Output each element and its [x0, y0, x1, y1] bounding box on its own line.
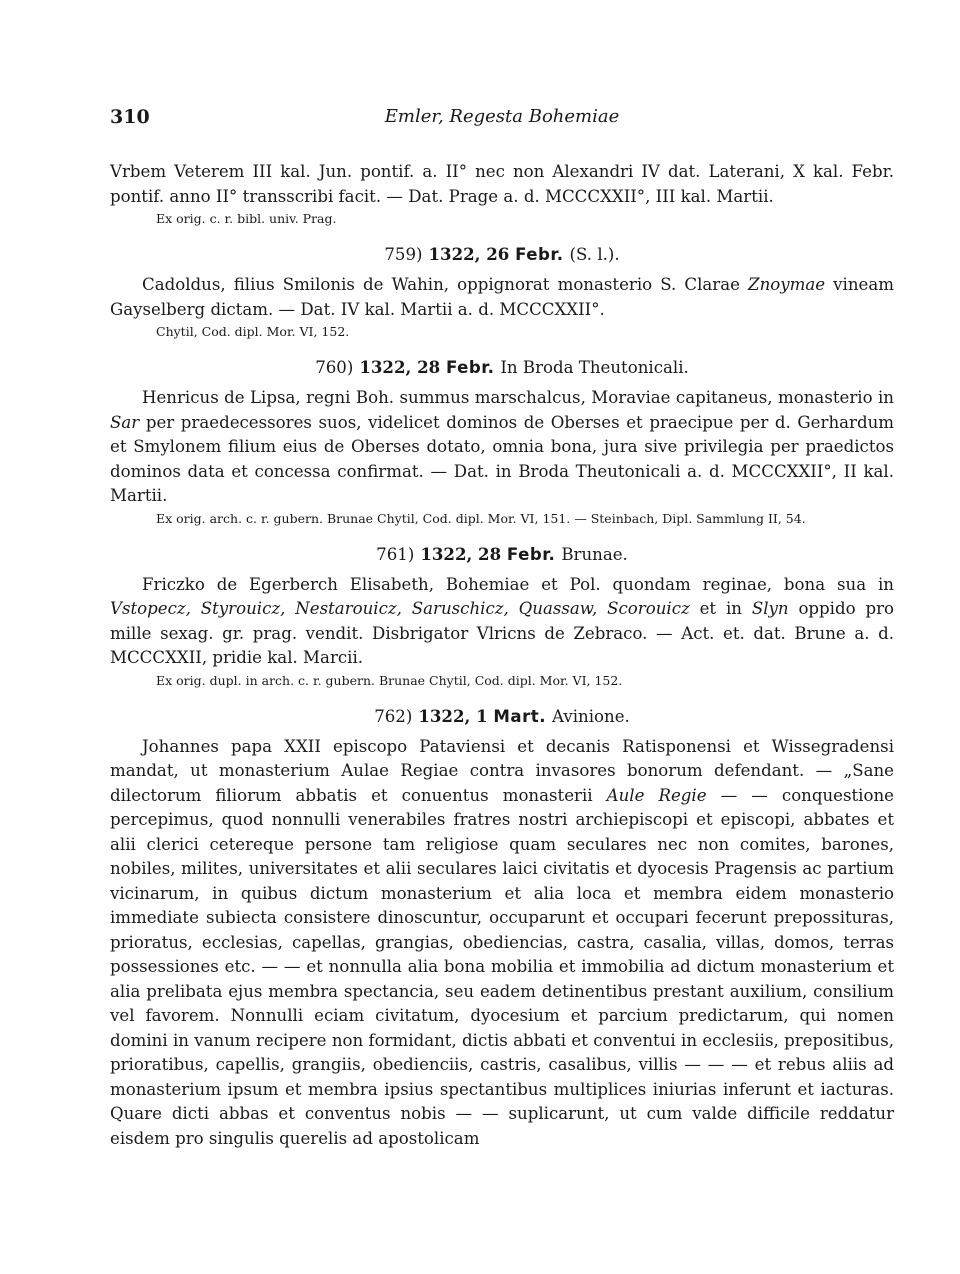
entry-place: Brunae.: [561, 544, 628, 564]
entry-source: Chytil, Cod. dipl. Mor. VI, 152.: [156, 324, 350, 339]
entry-text: [110, 273, 894, 322]
page-number: 310: [110, 106, 150, 128]
text-run: Friczko de Egerberch Elisabeth, Bohemiae et Pol. quondam reginae, bona sua in: [142, 574, 894, 594]
text-run: Cadoldus, filius Smilonis de Wahin, oppignorat monasterio S. Clarae: [142, 275, 749, 294]
entry-source: Ex orig. dupl. in arch. c. r. gubern. Brunae Chytil, Cod. dipl. Mor. VI, 152.: [156, 672, 623, 688]
document-page: [110, 106, 894, 1151]
regest-entry: [110, 704, 894, 1152]
continuation-source: Ex orig. c. r. bibl. univ. Prag.: [156, 211, 337, 226]
entry-date: 1322, 28: [420, 543, 507, 564]
entry-month: Febr.: [506, 544, 556, 564]
entry-text: [110, 573, 894, 671]
continuation-text: Vrbem Veterem III kal. Jun. pontif. a. II° nec non Alexandri IV dat. Laterani, X kal. Febr. pontif. anno II° transscribi facit. — Dat. Prage a. d. MCCCXXII°, III kal. Martii.: [110, 162, 894, 206]
entry-place: In Broda Theutonicali.: [500, 358, 689, 377]
entry-number: 761): [376, 544, 415, 564]
entry-number: 760): [315, 358, 354, 377]
entry-number: 762): [374, 706, 413, 726]
text-run: per praedecessores suos, videlicet dominos de Oberses et praecipue per d. Gerhardum et Smylonem filium eius de Oberses dotato, omnia bona, jura sive privilegia per praedictos dominos data et concessa confirmat. — Dat. in Broda Theutonicali a. d. MCCCXXII°, II kal. Martii.: [110, 412, 894, 505]
text-run: oppido pro mille sexag. gr. prag. vendit. Disbrigator Vlricns de Zebraco. — Act. et. dat. Brune a. d. MCCCXXII, pridie kal. Marcii.: [110, 599, 895, 667]
italic-phrase: Slyn: [751, 599, 789, 618]
entry-month: Febr.: [515, 245, 564, 264]
entry-place: Avinione.: [552, 706, 630, 726]
entry-date: 1322, 1: [418, 705, 494, 726]
entry-heading: [110, 242, 894, 267]
entry-date: 1322, 28: [359, 357, 446, 377]
entry-month: Febr.: [445, 358, 495, 377]
entry-source: Ex orig. arch. c. r. gubern. Brunae Chytil, Cod. dipl. Mor. VI, 151. — Steinbach, Dipl. Sammlung II, 54.: [156, 510, 806, 526]
text-run: Johannes papa XXII episcopo Pataviensi et decanis Ratisponensi et Wissegradensi mandat, ut monasterium Aulae Regiae contra invasores bonorum defendant. — „Sane dilectorum filiorum abbatis et conuentus monasterii: [110, 736, 894, 805]
italic-phrase: Sar: [110, 412, 140, 432]
italic-phrase: Vstopecz, Styrouicz, Nestarouicz, Saruschicz, Quassaw, Scorouicz: [110, 599, 690, 618]
entry-text: [110, 735, 894, 1152]
text-run: — — conquestione percepimus, quod nonnulli venerabiles fratres nostri archiepiscopi et episcopi, abbates et alii clerici cetereque persone tam religiose quam seculares nec non comites, barones, nobiles, milites, universitates et alii seculares laici civitatis et dyocesis Pragensis ac partium vicinarum, in quibus dictum monasterium et alia loca et membra eidem monasterio immediate subiecta consistere dinoscuntur, occuparunt et occupari fecerunt prepossituras, prioratus, ecclesias, capellas, grangias, obediencias, castra, casalia, villas, domos, terras possessiones etc. — — et nonnulla alia bona mobilia et immobilia ad dictum monasterium et alia prelibata ejus membra spectancia, seu eadem detinentibus prestant auxilium, consilium vel favorem. Nonnulli eciam civitatum, dyocesium et parcium predictarum, qui nomen domini in vanum recipere non formidant, dictis abbati et conventui in ecclesiis, prepositibus, prioratibus, capellis, grangiis, obedienciis, castris, casalibus, villis — — — et rebus aliis ad monasterium ipsum et membra ipsius spectantibus multiplices iniurias inferunt et iacturas. Quare dicti abbas et conventus nobis — — suplicarunt, ut cum valde difficile reddatur eisdem pro singulis querelis ad apostolicam: [110, 785, 894, 1148]
entry-date: 1322, 26: [428, 244, 516, 264]
running-title: Emler, Regesta Bohemiae: [384, 106, 620, 127]
entry-heading: [110, 542, 894, 567]
italic-phrase: Aule Regie: [606, 785, 707, 805]
entries-list: [110, 242, 894, 1151]
text-run: Henricus de Lipsa, regni Boh. summus marschalcus, Moraviae capitaneus, monasterio in: [142, 388, 894, 407]
entry-text: [110, 386, 894, 509]
regest-entry: [110, 355, 894, 528]
text-run: et in: [689, 599, 752, 618]
entry-heading: [110, 704, 894, 729]
regest-entry: [110, 542, 894, 690]
entry-place: (S. l.).: [569, 245, 620, 264]
regest-entry: [110, 242, 894, 341]
running-head: [110, 106, 894, 136]
italic-phrase: Znoymae: [748, 275, 826, 294]
entry-month: Mart.: [493, 706, 547, 726]
entry-number: 759): [384, 245, 423, 264]
entry-heading: [110, 355, 894, 380]
text-run: vineam Gayselberg dictam. — Dat. IV kal. Martii a. d. MCCCXXII°.: [110, 275, 895, 319]
